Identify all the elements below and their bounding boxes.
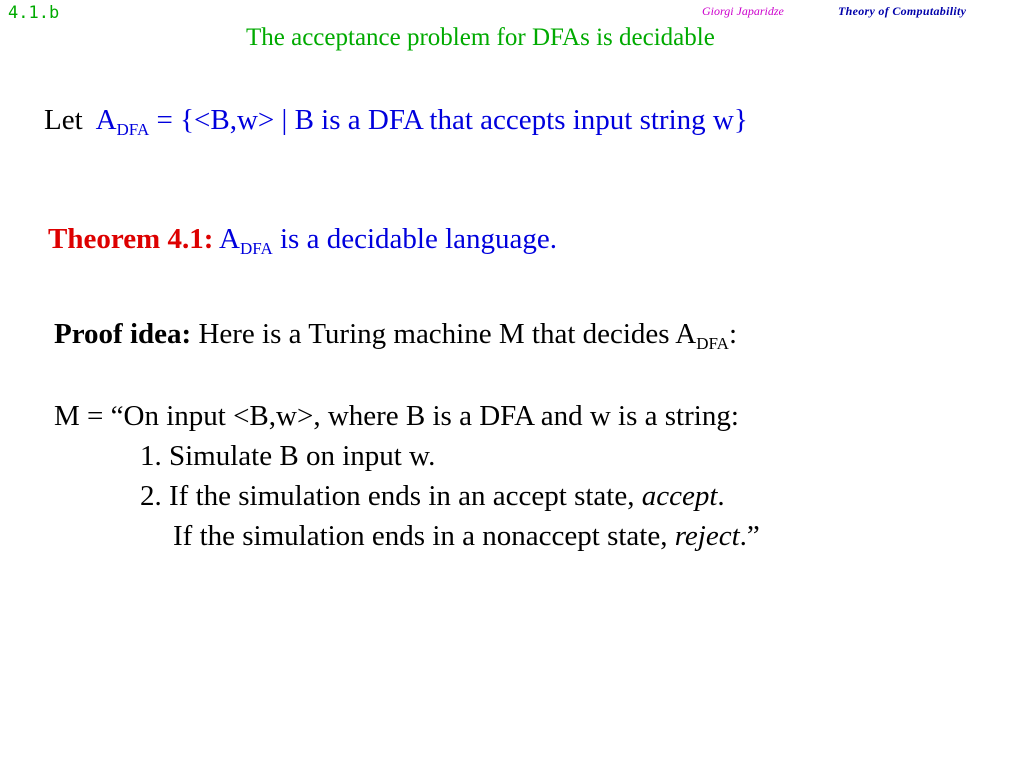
reject-word: reject	[674, 520, 740, 552]
machine-step-2-continued	[173, 520, 760, 553]
language-name: A	[95, 104, 117, 136]
theorem-statement	[219, 223, 557, 258]
step-3-text: If the simulation ends in a nonaccept state,	[173, 520, 675, 552]
step-3-period: .”	[739, 520, 760, 552]
machine-intro: M = “On input <B,w>, where B is a DFA and w is a string:	[54, 400, 739, 432]
theorem-line	[48, 223, 557, 256]
proof-colon: :	[728, 318, 737, 350]
language-def	[95, 104, 748, 139]
slide-number: 4.1.b	[8, 3, 60, 23]
let-word: Let	[44, 104, 83, 136]
theorem-language-subscript: DFA	[240, 239, 273, 258]
proof-text: Here is a Turing machine M that decides A	[198, 318, 697, 350]
proof-label: Proof idea:	[54, 318, 192, 350]
accept-word: accept	[641, 480, 718, 512]
step-2-text: 2. If the simulation ends in an accept state,	[140, 480, 642, 512]
language-subscript: DFA	[116, 120, 150, 139]
course-name: Theory of Computability	[838, 4, 967, 18]
theorem-language-name: A	[219, 223, 240, 255]
step-2-period: .	[717, 480, 725, 512]
theorem-label: Theorem 4.1:	[48, 223, 214, 255]
slide-title: The acceptance problem for DFAs is decidable	[246, 24, 715, 51]
proof-subscript: DFA	[696, 334, 729, 353]
machine-step-1: 1. Simulate B on input w.	[140, 440, 436, 472]
proof-idea-line	[54, 318, 737, 351]
theorem-text: is a decidable language.	[280, 223, 557, 255]
definition-line	[44, 104, 748, 137]
language-set: = {<B,w> | B is a DFA that accepts input string w}	[156, 104, 748, 136]
author-name: Giorgi Japaridze	[702, 4, 784, 18]
machine-step-2	[140, 480, 725, 513]
